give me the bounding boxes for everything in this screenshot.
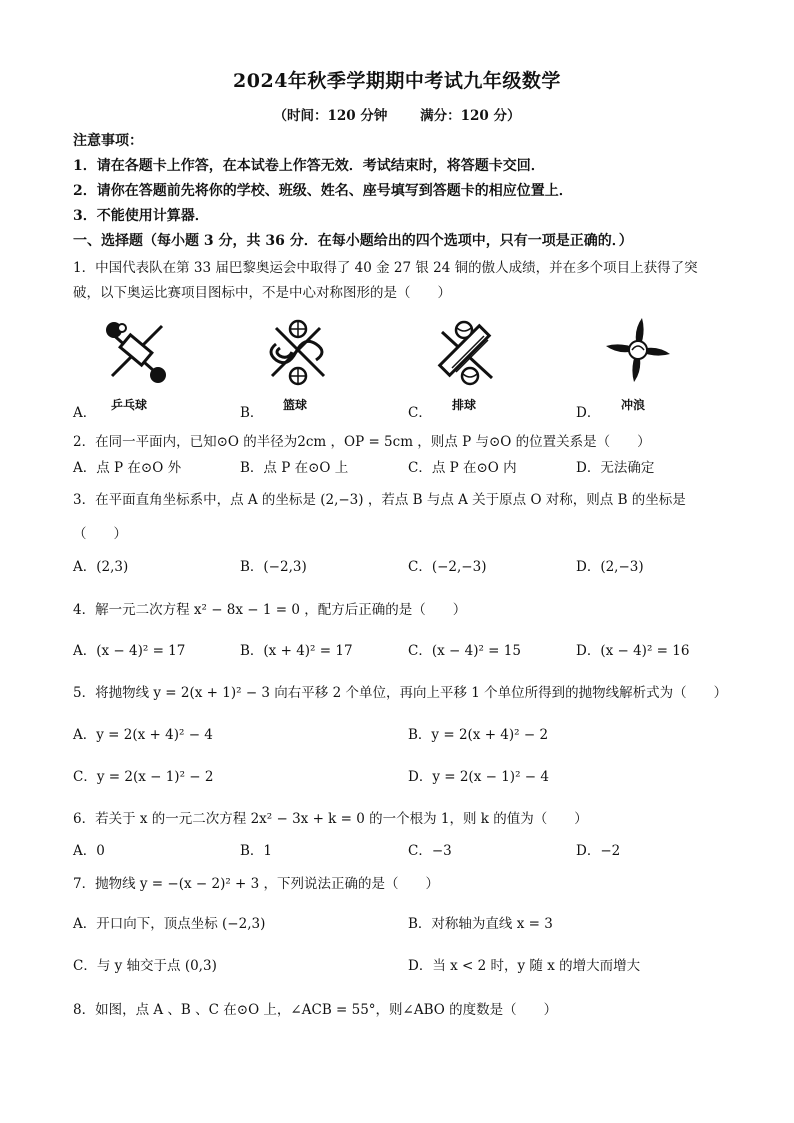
exam-title: 2024年秋季学期期中考试九年级数学 (233, 70, 561, 92)
option-b: B．对称轴为直线 x = 3 (408, 916, 553, 932)
notice-heading: 注意事项： (73, 133, 143, 149)
notice-item: 2．请你在答题前先将你的学校、班级、姓名、座号填写到答题卡的相应位置上． (73, 183, 573, 199)
option-d: D．y = 2(x − 1)² − 4 (408, 769, 549, 785)
option-b: B．(x + 4)² = 17 (240, 643, 353, 659)
option-label: 冲浪 (621, 398, 646, 412)
option-c: C．y = 2(x − 1)² − 2 (73, 769, 214, 785)
option-c: C．(x − 4)² = 15 (408, 643, 521, 659)
option-letter: A． (73, 405, 97, 421)
option-d: D．(x − 4)² = 16 (576, 643, 690, 659)
option-c: C．与 y 轴交于点 (0,3) (73, 958, 217, 974)
question-2: 2．在同一平面内，已知⊙O 的半径为2cm ，OP = 5cm ，则点 P 与⊙O 的位置关系是（ ） (73, 434, 651, 450)
surfing-icon (602, 314, 674, 386)
option-c: C．(−2,−3) (408, 559, 487, 575)
option-letter: B． (240, 405, 264, 421)
question-6: 6．若关于 x 的一元二次方程 2x² − 3x + k = 0 的一个根为 1，则 k 的值为（ ） (73, 811, 588, 827)
option-d: D．−2 (576, 843, 621, 859)
option-a: A．开口向下，顶点坐标 (−2,3) (73, 916, 266, 932)
volleyball-icon (432, 318, 504, 386)
option-letter: C． (408, 405, 432, 421)
question-3-line2: （ ） (73, 526, 127, 542)
notice-item: 1．请在各题卡上作答，在本试卷上作答无效．考试结束时，将答题卡交回． (73, 158, 545, 174)
option-letter: D． (576, 405, 601, 421)
option-a: A．(x − 4)² = 17 (73, 643, 186, 659)
exam-subtitle (0, 104, 794, 124)
exam-time: （时间：120 分钟 (273, 108, 388, 124)
exam-score: 满分：120 分） (420, 108, 521, 124)
table-tennis-icon (100, 318, 172, 386)
option-label: 篮球 (283, 398, 308, 412)
option-b: B．点 P 在⊙O 上 (240, 460, 349, 476)
option-label: 排球 (452, 398, 477, 412)
basketball-icon (262, 318, 334, 386)
option-c: C．点 P 在⊙O 内 (408, 460, 517, 476)
question-1-line2: 破，以下奥运比赛项目图标中，不是中心对称图形的是（ ） (73, 285, 451, 301)
question-3-line1: 3．在平面直角坐标系中，点 A 的坐标是 (2,−3) ，若点 B 与点 A 关于原点 O 对称，则点 B 的坐标是 (73, 492, 686, 508)
option-c: C．−3 (408, 843, 452, 859)
question-7: 7．抛物线 y = −(x − 2)² + 3 ，下列说法正确的是（ ） (73, 876, 440, 892)
section-heading: 一、选择题（每小题 3 分，共 36 分．在每小题给出的四个选项中，只有一项是正确的．） (73, 233, 633, 249)
option-d: D．无法确定 (576, 460, 655, 476)
option-a: A．(2,3) (73, 559, 129, 575)
question-4: 4．解一元二次方程 x² − 8x − 1 = 0 ，配方后正确的是（ ） (73, 602, 467, 618)
notice-item: 3．不能使用计算器． (73, 208, 209, 224)
option-label: 乒乓球 (111, 398, 148, 412)
option-b: B．1 (240, 843, 273, 859)
option-b: B．(−2,3) (240, 559, 307, 575)
question-5: 5．将抛物线 y = 2(x + 1)² − 3 向右平移 2 个单位，再向上平移 1 个单位所得到的抛物线解析式为（ ） (73, 685, 728, 701)
option-a: A．点 P 在⊙O 外 (73, 460, 182, 476)
question-8: 8．如图，点 A 、B 、C 在⊙O 上，∠ACB = 55°，则∠ABO 的度数是（ ） (73, 1002, 558, 1018)
option-d: D．(2,−3) (576, 559, 644, 575)
option-a: A．0 (73, 843, 105, 859)
question-1-line1: 1．中国代表队在第 33 届巴黎奥运会中取得了 40 金 27 银 24 铜的傲人成绩，并在多个项目上获得了突 (73, 260, 698, 276)
option-b: B．y = 2(x + 4)² − 2 (408, 727, 549, 743)
option-a: A．y = 2(x + 4)² − 4 (73, 727, 213, 743)
option-d: D．当 x < 2 时，y 随 x 的增大而增大 (408, 958, 641, 974)
